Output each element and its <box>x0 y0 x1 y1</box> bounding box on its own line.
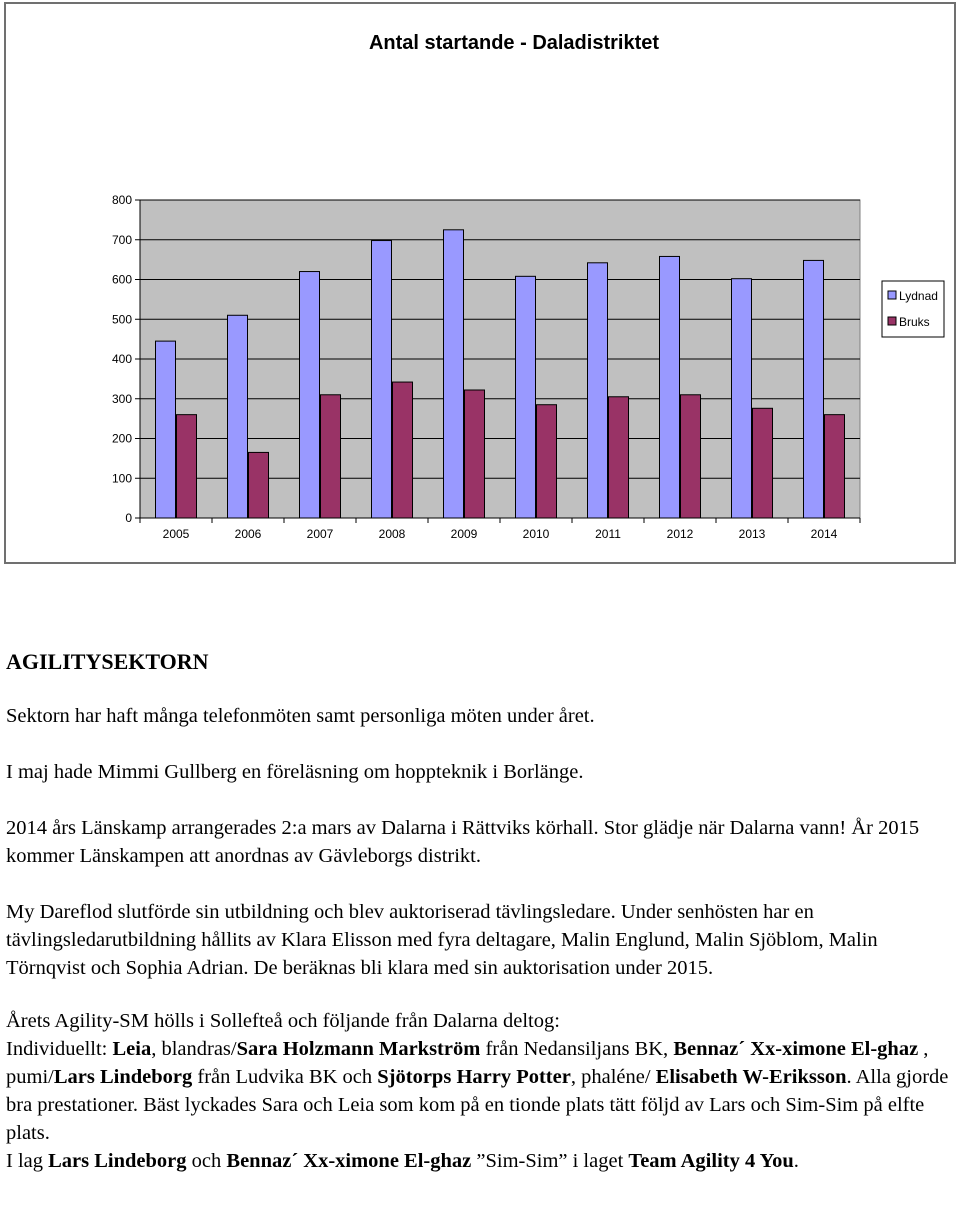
text: och <box>186 1150 227 1172</box>
dog-name: Bennaz´ Xx-ximone El-ghaz <box>673 1038 919 1060</box>
x-tick-label: 2005 <box>162 527 190 541</box>
y-tick-label: 400 <box>111 352 132 366</box>
bar-bruks-2014 <box>825 415 845 518</box>
legend-swatch <box>888 317 896 325</box>
x-tick-label: 2013 <box>738 527 766 541</box>
text: från Ludvika BK och <box>192 1066 378 1088</box>
x-tick-label: 2007 <box>306 527 334 541</box>
legend-label: Lydnad <box>899 289 938 303</box>
bar-lydnad-2010 <box>516 276 536 518</box>
paragraph-meetings: Sektorn har haft många telefonmöten samt personliga möten under året. <box>6 705 595 727</box>
bar-lydnad-2012 <box>660 256 680 518</box>
plot-area <box>112 193 860 541</box>
bar-lydnad-2007 <box>300 272 320 518</box>
paragraph-sm-intro: Årets Agility-SM hölls i Sollefteå och följande från Dalarna deltog: <box>6 1010 560 1032</box>
bar-bruks-2007 <box>321 395 341 518</box>
paragraph-lanskamp: 2014 års Länskamp arrangerades 2:a mars av Dalarna i Rättviks körhall. Stor glädje när Dalarna vann! År 2015 kommer Länskampen att anordnas av Gävleborgs distrikt. <box>6 817 920 867</box>
section-heading: AGILITYSEKTORN <box>6 649 209 674</box>
bar-lydnad-2005 <box>156 341 176 518</box>
chart-title: Antal startande - Daladistriktet <box>368 32 660 54</box>
text: från Nedansiljans BK, <box>480 1038 674 1060</box>
y-tick-label: 100 <box>111 471 132 486</box>
team-name: Team Agility 4 You <box>628 1150 794 1172</box>
bar-bruks-2005 <box>177 415 197 518</box>
bar-bruks-2013 <box>753 408 773 518</box>
y-tick-label: 200 <box>111 431 132 446</box>
x-tick-label: 2008 <box>378 527 406 541</box>
bar-lydnad-2011 <box>588 263 608 518</box>
paragraph-lecture: I maj hade Mimmi Gullberg en föreläsning om hoppteknik i Borlänge. <box>6 761 584 783</box>
bar-lydnad-2013 <box>732 279 752 518</box>
y-tick-label: 800 <box>111 193 132 207</box>
x-tick-label: 2012 <box>666 527 694 541</box>
paragraph-sm-results <box>6 1035 951 1147</box>
dog-name: Bennaz´ Xx-ximone El-ghaz <box>226 1150 472 1172</box>
bar-bruks-2011 <box>609 397 629 518</box>
handler-name: Sara Holzmann Markström <box>236 1038 481 1060</box>
x-tick-label: 2011 <box>595 527 621 541</box>
x-tick-label: 2010 <box>522 527 550 541</box>
y-tick-label: 600 <box>111 272 132 287</box>
x-tick-label: 2006 <box>234 527 262 541</box>
bar-lydnad-2014 <box>804 260 824 518</box>
text: , phaléne/ <box>570 1066 656 1088</box>
text: . Alla gjorde bra prestationer. Bäst lyckades Sara och Leia som kom på en tionde plats tätt följd av Lars och Sim-Sim på elfte plats. <box>6 1066 949 1144</box>
handler-name: Lars Lindeborg <box>48 1150 187 1172</box>
chart-frame <box>4 2 956 564</box>
paragraph-education: My Dareflod slutförde sin utbildning och blev auktoriserad tävlingsledare. Under senhösten har en tävlingsledarutbildning hållits av Klara Elisson med fyra deltagare, Malin Englund, Malin Sjöblom, Malin Törnqvist och Sophia Adrian. De beräknas bli klara med sin auktorisation under 2015. <box>6 901 878 979</box>
y-tick-label: 500 <box>111 312 132 327</box>
text: I lag <box>6 1150 49 1172</box>
text: Individuellt: <box>6 1038 113 1060</box>
bar-bruks-2009 <box>465 390 485 518</box>
x-tick-label: 2009 <box>450 527 478 541</box>
handler-name: Lars Lindeborg <box>53 1066 193 1088</box>
bar-bruks-2012 <box>681 395 701 518</box>
agility-section <box>6 646 951 1175</box>
text: ”Sim-Sim” i laget <box>471 1150 629 1172</box>
text: , pumi/ <box>6 1038 929 1088</box>
legend-swatch <box>888 291 896 299</box>
legend-label: Bruks <box>899 315 930 329</box>
y-tick-label: 300 <box>111 391 132 406</box>
dog-name: Leia <box>112 1038 152 1060</box>
legend <box>882 281 944 337</box>
bar-lydnad-2008 <box>372 241 392 518</box>
bar-chart <box>6 4 958 566</box>
bar-bruks-2008 <box>393 382 413 518</box>
text: . <box>793 1150 799 1172</box>
bar-bruks-2010 <box>537 405 557 518</box>
bar-bruks-2006 <box>249 452 269 518</box>
y-tick-label: 700 <box>111 232 132 247</box>
paragraph-team <box>6 1147 951 1175</box>
bar-lydnad-2006 <box>228 315 248 518</box>
dog-name: Sjötorps Harry Potter <box>377 1066 571 1088</box>
bar-lydnad-2009 <box>444 230 464 518</box>
y-tick-label: 0 <box>125 511 132 525</box>
x-tick-label: 2014 <box>810 527 838 541</box>
handler-name: Elisabeth W-Eriksson <box>655 1066 847 1088</box>
text: , blandras/ <box>151 1038 237 1060</box>
